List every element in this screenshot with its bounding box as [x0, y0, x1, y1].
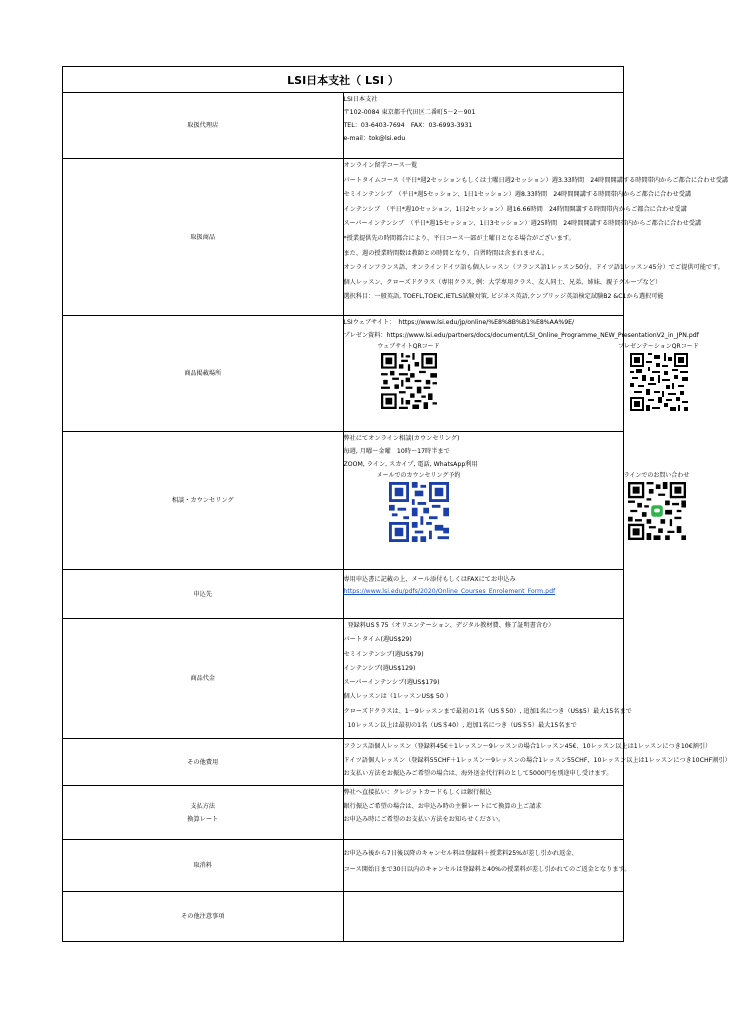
price-line: 登録料US＄75（オリエンテーション、デジタル教材費、修了証明書含む） [347, 622, 555, 629]
application-label: 申込先 [63, 570, 344, 619]
counseling-line: ZOOM, ライン, スカイプ, 電話, WhatsApp利用 [343, 461, 478, 468]
products-line: オンラインフランス語、オンラインドイツ語も個人レッスン（フランス語1レッスン50分、ドイツ語1レッスン45分）でご提供可能です。 [343, 264, 724, 272]
products-line: セミインテンシブ （平日*週5セッション、1日1セッション）週8.33時間 24時間開講する時間帯内からご都合に合わせ受講 [343, 191, 692, 199]
products-line: *授業提供先の時間都合により、平日コース一部が土曜日となる場合がございます。 [343, 234, 575, 242]
presentation-qr-code[interactable] [630, 353, 688, 411]
website-url-line[interactable]: LSIウェブサイト： https://www.lsi.edu/jp/online/%E8%8B%B1%E8%AA%9E/ [343, 319, 575, 326]
agency-label: 取扱代理店 [63, 93, 344, 159]
line-qr-code[interactable] [628, 482, 686, 540]
line-qr-block [602, 471, 712, 540]
counseling-content [343, 432, 690, 570]
payment-line: お申込み時にご希望のお支払い方法をお知らせください。 [343, 816, 505, 823]
website-qr-block [359, 342, 459, 409]
payment-label-line2: 換算レート [187, 815, 219, 823]
price-line: スーパーインテンシブ(週US$179) [343, 679, 440, 687]
info-table [62, 66, 731, 942]
counseling-label: 相談・カウンセリング [63, 432, 344, 570]
payment-label-line1: 支払方法 [190, 802, 216, 810]
line-qr-caption: ラインでのお問い合わせ [623, 472, 690, 479]
cancellation-line: お申込み後から7日後以降のキャンセル料は登録料＋授業料25%が差し引かれ返金、 [343, 850, 578, 857]
price-line: クローズドクラスは、1－9レッスンまで最初の1名（US＄50）, 追加1名につき（US$5）最大15名まで [343, 707, 632, 715]
agency-content [343, 93, 624, 159]
cancellation-label: 取消料 [63, 840, 344, 892]
page-title: LSI日本支社（ LSI ） [63, 67, 624, 93]
price-line: インテンシブ(週US$129) [343, 664, 416, 672]
payment-line: 弊社へ直接払い：クレジットカードもしくは銀行振込 [343, 789, 492, 796]
price-line: 10レッスン以上は最初の1名（US＄40）, 追加1名につき（US＄5）最大15名まで [347, 722, 577, 730]
other-fees-content [343, 739, 731, 786]
products-content [343, 159, 729, 316]
products-label: 取扱商品 [63, 159, 344, 316]
price-label: 商品代金 [63, 619, 344, 739]
price-line: パートタイム(週US$29) [343, 636, 412, 644]
website-qr-code[interactable] [381, 353, 437, 409]
other-fees-line: お支払い方法をお振込みご希望の場合は、海外送金代行料のとして5000円を別途申し受けます。 [343, 770, 613, 777]
presentation-url-line[interactable]: プレゼン資料：https://www.lsi.edu/partners/docs/document/LSI_Online_Programme_NEW_PresentationV2_in_JPN.pdf [343, 332, 699, 339]
application-form-link[interactable]: https://www.lsi.edu/pdfs/2020/Online_Courses_Enrolement_Form.pdf [343, 588, 556, 595]
payment-line: 銀行振込ご希望の場合は、お申込み時の主催レートにて換算の上ご請求 [343, 802, 542, 810]
listing-content [343, 316, 699, 432]
other-fees-line: フランス語個人レッスン（登録料45€＋1レッスン～9レッスンの場合1レッスン45€、10レッスン以上は1レッスンにつき10€割引） [343, 743, 712, 750]
application-content [343, 570, 624, 619]
products-line: また、週の授業時間数は教師との時間となり、自習時間は含まれません。 [343, 249, 549, 257]
cancellation-content [343, 840, 631, 892]
presentation-qr-caption: プレゼンテーションQRコード [618, 343, 699, 350]
counseling-line: 毎週, 月曜～金曜 10時～17時半まで [343, 448, 450, 455]
price-line: 個人レッスンは（1レッスンUS$ 50 ） [343, 693, 452, 701]
agency-email: e-mail：tok@lsi.edu [343, 135, 406, 142]
application-instructions: 専用申込書に記載の上、メール添付もしくはFAXにてお申込み [343, 576, 516, 583]
listing-label: 商品掲載場所 [63, 316, 344, 432]
agency-address: 〒102-0084 東京都千代田区二番町5－2－901 [343, 109, 476, 116]
agency-phone: TEL：03-6403-7694 FAX：03-6993-3931 [343, 122, 473, 129]
products-line: パートタイムコース（平日*週2セッションもしくは土曜日週2セッション）週3.33時間 24時間開講する時間帯内からご都合に合わせ受講 [343, 176, 729, 184]
counseling-line: 弊社にてオンライン相談(カウンセリング) [343, 435, 460, 442]
payment-content [343, 786, 624, 840]
mail-qr-code[interactable] [389, 482, 449, 542]
notes-content [343, 892, 624, 942]
presentation-qr-block [589, 342, 729, 411]
agency-name: LSI日本支社 [343, 96, 378, 103]
products-line: スーパーインテンシブ （平日*週15セッション、1日3セッション）週25時間 24時間開講する時間帯内からご都合に合わせ受講 [343, 220, 702, 228]
other-fees-line: ドイツ語個人レッスン（登録料55CHF＋1レッスン～9レッスンの場合1レッスン55CHF、10レッスン以上は1レッスンにつき10CHF割引） [343, 756, 731, 764]
notes-label: その他注意事項 [63, 892, 344, 942]
price-content [343, 619, 632, 739]
products-line: インテンシブ （平日*週10セッション、1日2セッション）週16.66時間 24時間開講する時間帯内からご都合に合わせ受講 [343, 205, 687, 213]
products-line: オンライン留学コース一覧 [343, 162, 418, 169]
mail-qr-block [364, 471, 474, 542]
cancellation-line: コース開始日まで30日以内のキャンセルは登録料と40%の授業料が差し引かれてのご返金となります。 [343, 866, 631, 873]
price-line: セミインテンシブ(週US$79) [343, 650, 424, 658]
products-line: 個人レッスン、クローズドクラス（専用クラス, 例：大学専用クラス、友人同士、兄弟、姉妹、親子グループなど） [343, 278, 662, 286]
products-line: 選択科目：一般英語, TOEFL,TOEIC,IETLS試験対策, ビジネス英語,ケンブリッジ英語検定試験B2 &C1から選択可能 [343, 293, 664, 301]
other-fees-label: その他費用 [63, 739, 344, 786]
mail-qr-caption: メールでのカウンセリング予約 [376, 472, 461, 479]
website-qr-caption: ウェブサイトQRコード [377, 343, 440, 350]
payment-label [63, 786, 344, 840]
